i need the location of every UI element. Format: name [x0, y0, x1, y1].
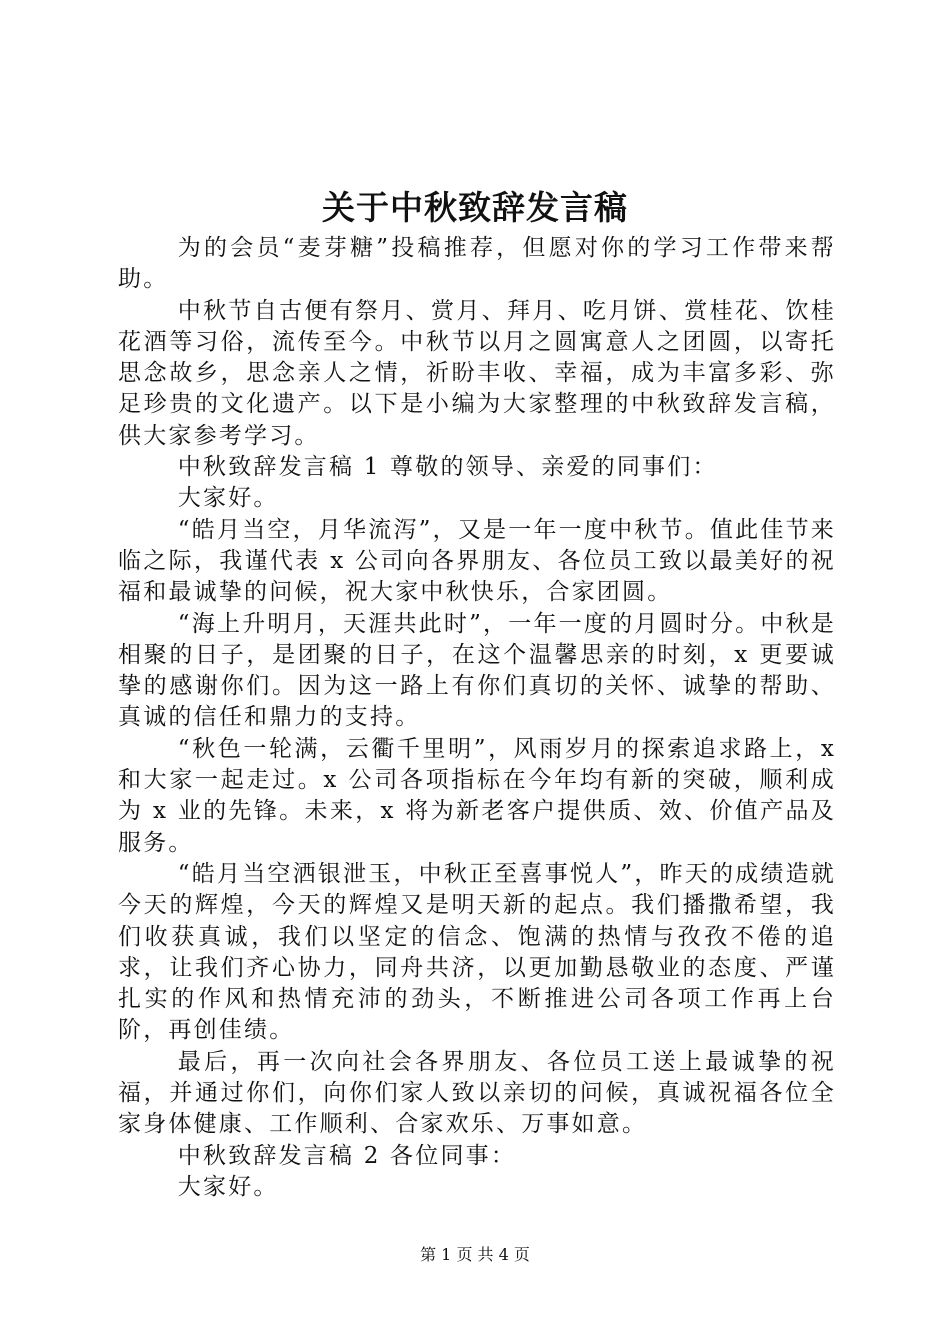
page-footer: 第 1 页 共 4 页 — [420, 1245, 530, 1264]
paragraph: 中秋致辞发言稿 2 各位同事： — [177, 1142, 517, 1169]
paragraph: 最后，再一次向社会各界朋友、各位员工送上最诚挚的祝福，并通过你们，向你们家人致以亲切的问候，真诚祝福各位全家身体健康、工作顺利、合家欢乐、万事如意。 — [118, 1048, 836, 1138]
paragraph: 中秋致辞发言稿 1 尊敬的领导、亲爱的同事们： — [177, 454, 718, 481]
paragraph: “海上升明月，天涯共此时”，一年一度的月圆时分。中秋是相聚的日子，是团聚的日子，在这个温馨思亲的时刻，x 更要诚挚的感谢你们。因为这一路上有你们真切的关怀、诚挚的帮助、真诚的信任和鼎力的支持。 — [118, 610, 836, 731]
paragraph: 大家好。 — [177, 1173, 279, 1200]
paragraph: “皓月当空洒银泄玉，中秋正至喜事悦人”，昨天的成绩造就今天的辉煌，今天的辉煌又是明天新的起点。我们播撒希望，我们收获真诚，我们以坚定的信念、饱满的热情与孜孜不倦的追求，让我们齐心协力，同舟共济，以更加勤恳敬业的态度、严谨扎实的作风和热情充沛的劲头，不断推进公司各项工作再上台阶，再创佳绩。 — [118, 860, 836, 1044]
document-body — [118, 233, 836, 1203]
paragraph: 为的会员“麦芽糖”投稿推荐，但愿对你的学习工作带来帮助。 — [118, 235, 836, 293]
document-title: 关于中秋致辞发言稿 — [322, 188, 628, 227]
paragraph: 大家好。 — [177, 485, 279, 512]
paragraph: “皓月当空，月华流泻”，又是一年一度中秋节。值此佳节来临之际，我谨代表 x 公司向各界朋友、各位员工致以最美好的祝福和最诚挚的问候，祝大家中秋快乐，合家团圆。 — [118, 516, 836, 606]
paragraph: “秋色一轮满，云衢千里明”，风雨岁月的探索追求路上，x 和大家一起走过。x 公司各项指标在今年均有新的突破，顺利成为 x 业的先锋。未来，x 将为新老客户提供质、效、价值产品及服务。 — [118, 735, 836, 856]
paragraph: 中秋节自古便有祭月、赏月、拜月、吃月饼、赏桂花、饮桂花酒等习俗，流传至今。中秋节以月之圆寓意人之团圆，以寄托思念故乡，思念亲人之情，祈盼丰收、幸福，成为丰富多彩、弥足珍贵的文化遗产。以下是小编为大家整理的中秋致辞发言稿，供大家参考学习。 — [118, 297, 836, 449]
